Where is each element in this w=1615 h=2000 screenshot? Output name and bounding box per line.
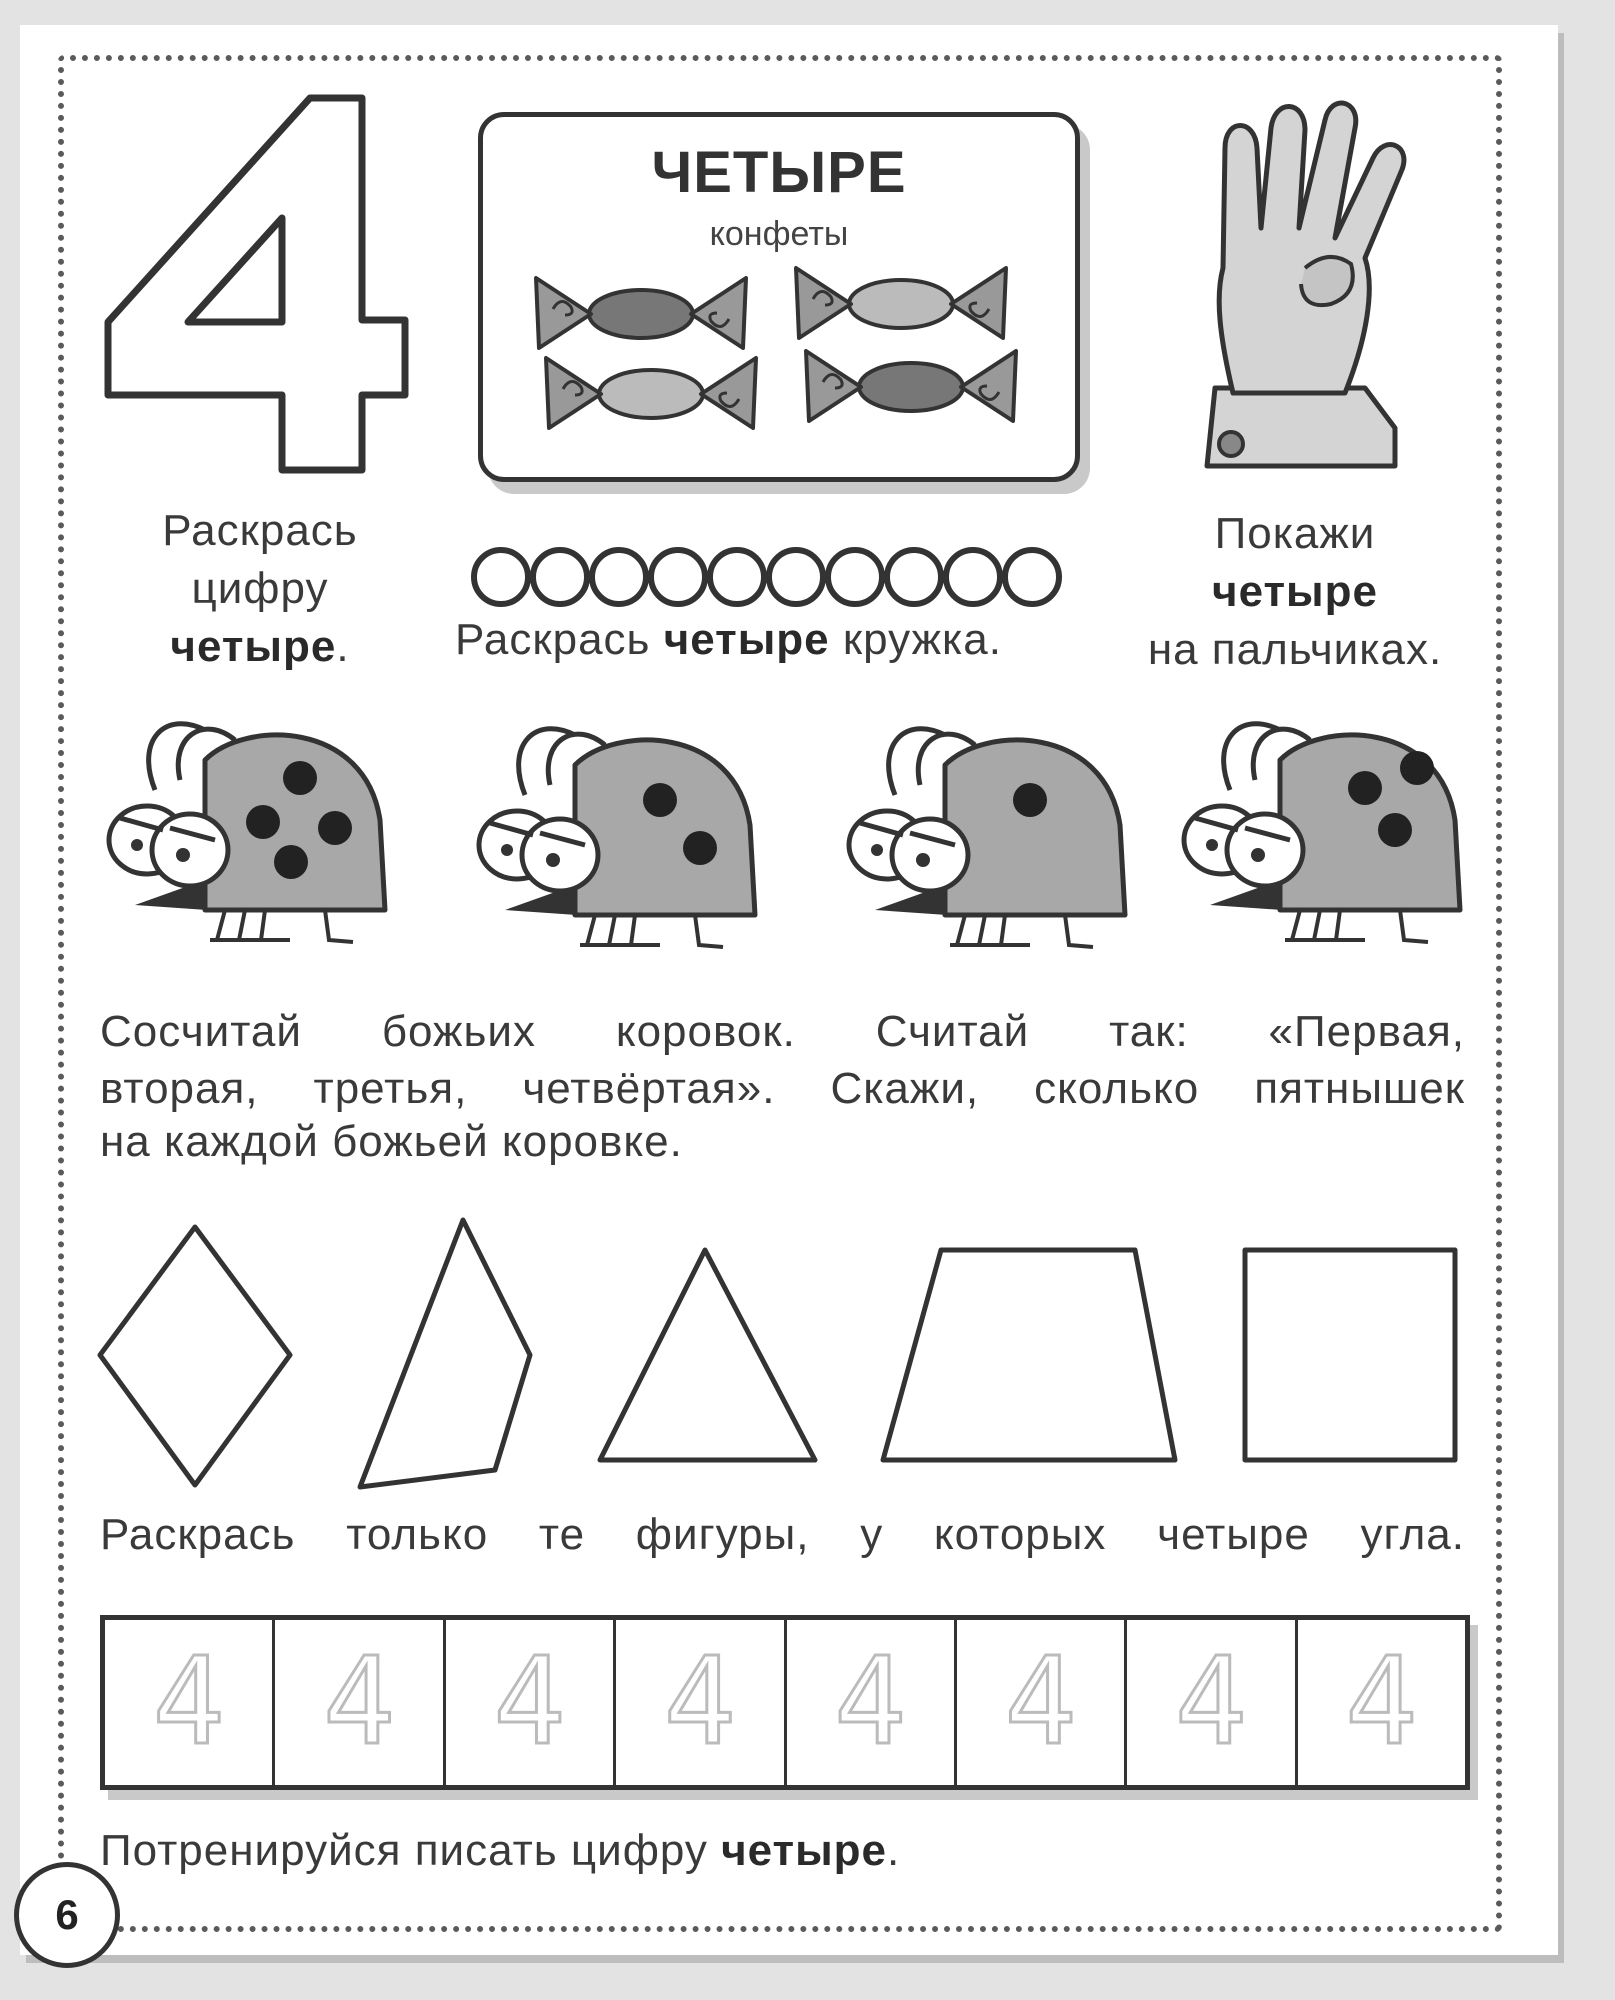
color-digit-bold: четыре [170,622,337,671]
circle[interactable] [887,550,941,604]
circle[interactable] [651,550,705,604]
triangle-shape[interactable] [600,1250,815,1460]
circles-row [470,545,1080,611]
shapes-instruction: Раскрась только те фигуры, у которых четыре угла. [100,1510,1465,1559]
writing-cell[interactable] [446,1620,616,1785]
candies [523,262,1043,452]
practice-end: . [887,1826,901,1875]
writing-cell[interactable] [957,1620,1127,1785]
card-title: ЧЕТЫРЕ [651,140,907,205]
writing-strip [100,1615,1470,1790]
color-digit-instruction [110,502,410,676]
practice-bold: четыре [721,1826,888,1875]
writing-cell[interactable] [1127,1620,1297,1785]
candy-4 [806,351,1016,421]
writing-cell[interactable] [105,1620,275,1785]
color-digit-end: . [336,622,350,671]
dotted-digit: 4 [152,1633,225,1772]
candy-3 [546,358,756,428]
dotted-digit: 4 [322,1633,396,1772]
dotted-digit: 4 [663,1633,736,1772]
writing-cell[interactable] [1298,1620,1465,1785]
candy-card [478,112,1080,482]
rhombus-shape[interactable] [100,1227,290,1485]
circles-pre: Раскрась [455,615,651,664]
candy-2 [796,268,1006,338]
ladybugs-line1: Сосчитай божьих коровок. Считай так: «Первая, [100,1007,1465,1056]
dotted-digit: 4 [493,1633,566,1772]
color-digit-line1: Раскрась [162,506,358,555]
circles-bold: четыре [663,615,830,664]
circle[interactable] [710,550,764,604]
shapes-row [95,1215,1475,1495]
ladybugs-row [95,700,1475,970]
page-number: 6 [14,1862,120,1968]
ladybugs-line2: вторая, третья, четвёртая». Скажи, сколько пятнышек [100,1064,1465,1113]
circles-post: кружка. [842,615,1002,664]
writing-cell[interactable] [787,1620,957,1785]
circles-instruction [455,615,1095,665]
dotted-digit: 4 [834,1633,907,1772]
big-digit-four [100,90,420,480]
circle[interactable] [769,550,823,604]
fingers-instruction [1130,505,1460,679]
writing-cell[interactable] [275,1620,445,1785]
fingers-line3: на пальчиках. [1147,625,1443,674]
ladybugs-line3: на каждой божьей коровке. [100,1117,683,1166]
dotted-digit: 4 [1004,1633,1077,1772]
trapezoid-shape[interactable] [883,1250,1175,1460]
fingers-line1: Покажи [1214,509,1376,558]
dotted-digit: 4 [1174,1633,1248,1772]
circle[interactable] [1005,550,1059,604]
writing-cell[interactable] [616,1620,786,1785]
circle[interactable] [474,550,528,604]
hand-four-fingers-icon [1195,88,1435,478]
square-shape[interactable] [1245,1250,1455,1460]
card-subtitle: конфеты [709,215,849,253]
color-digit-line2: цифру [191,564,329,613]
fingers-bold: четыре [1212,567,1378,616]
practice-pre: Потренируйся писать цифру [100,1826,708,1875]
ladybugs-instruction [100,1003,1465,1117]
quadrilateral-shape[interactable] [360,1220,530,1487]
dotted-digit: 4 [1345,1633,1418,1772]
circle[interactable] [592,550,646,604]
candy-1 [536,278,746,348]
practice-instruction [100,1826,1300,1876]
circle[interactable] [828,550,882,604]
circle[interactable] [946,550,1000,604]
circle[interactable] [533,550,587,604]
ladybug-3 [849,729,1125,947]
